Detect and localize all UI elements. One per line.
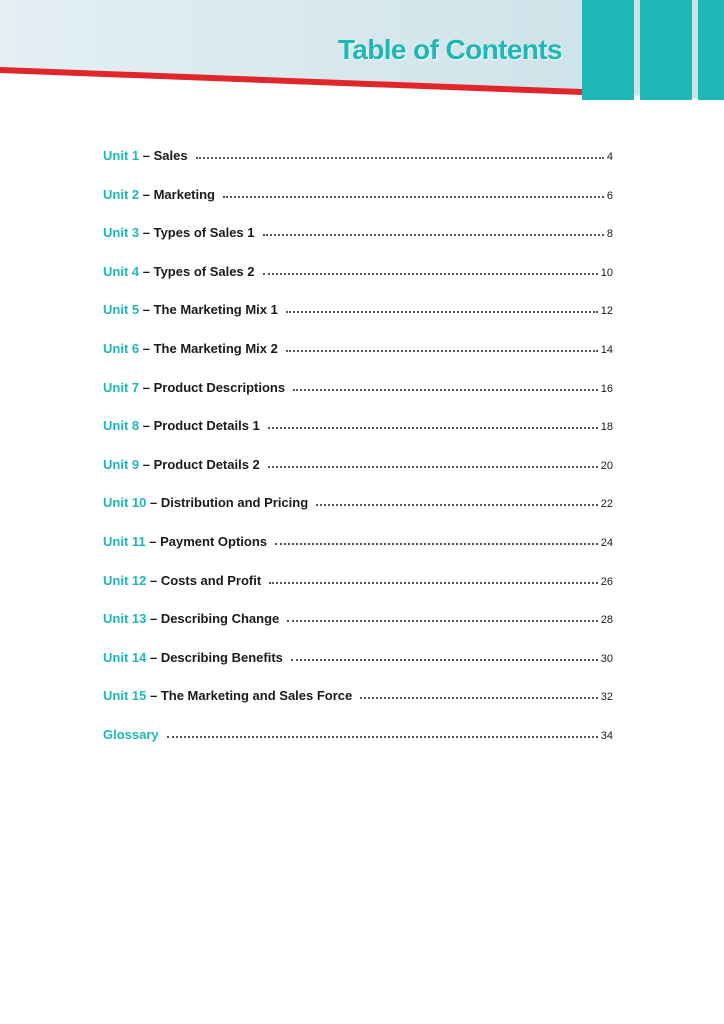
toc-separator: – [145, 533, 161, 549]
toc-title: Distribution and Pricing [160, 495, 309, 511]
toc-entry[interactable] [103, 339, 613, 378]
toc-entry[interactable] [103, 262, 613, 301]
dot-leader [286, 349, 598, 352]
dot-leader [268, 465, 598, 468]
toc-page-number: 6 [606, 189, 613, 202]
toc-page-number: 34 [600, 729, 613, 742]
toc-title: The Marketing and Sales Force [160, 688, 353, 704]
toc-title: Describing Benefits [160, 649, 283, 665]
toc-unit-label: Unit 11 [103, 533, 146, 549]
toc-separator: – [139, 263, 154, 279]
toc-entry[interactable] [103, 571, 613, 610]
toc-entry[interactable] [103, 725, 613, 764]
dot-leader [286, 310, 598, 313]
toc-unit-label: Unit 4 [103, 263, 140, 279]
toc-separator: – [139, 456, 154, 472]
toc-page-number: 20 [600, 459, 613, 472]
toc-unit-label: Unit 3 [103, 225, 140, 241]
toc-separator: – [139, 379, 154, 395]
toc-entry[interactable] [103, 455, 613, 494]
toc-page-number: 8 [606, 228, 613, 241]
dot-leader [196, 156, 604, 159]
toc-entry[interactable] [103, 686, 613, 725]
dot-leader [223, 195, 604, 198]
toc-separator: – [146, 572, 161, 588]
toc-unit-label: Unit 2 [103, 186, 140, 202]
dot-leader [293, 388, 598, 391]
toc-page-number: 16 [600, 382, 613, 395]
toc-unit-label: Unit 15 [103, 688, 147, 704]
dot-leader [275, 542, 598, 545]
toc-page-number: 18 [600, 421, 613, 434]
header-banner [0, 0, 724, 100]
toc-title: Types of Sales 1 [153, 225, 255, 241]
toc-entry[interactable] [103, 493, 613, 532]
toc-title: Payment Options [160, 533, 268, 549]
toc-unit-label: Glossary [103, 726, 159, 742]
toc-title: Product Descriptions [153, 379, 286, 395]
toc-entry[interactable] [103, 609, 613, 648]
toc-page-number: 28 [600, 614, 613, 627]
teal-tab-1 [582, 0, 634, 100]
toc-unit-label: Unit 1 [103, 148, 140, 163]
table-of-contents [103, 146, 613, 764]
dot-leader [287, 619, 597, 622]
toc-title: The Marketing Mix 2 [153, 340, 278, 356]
toc-entry[interactable] [103, 648, 613, 687]
toc-unit-label: Unit 6 [103, 340, 140, 356]
toc-separator: – [146, 495, 161, 511]
dot-leader [263, 272, 598, 275]
toc-unit-label: Unit 14 [103, 649, 147, 665]
toc-page-number: 24 [600, 536, 613, 549]
toc-unit-label: Unit 5 [103, 302, 140, 318]
toc-separator: – [139, 302, 154, 318]
toc-separator: – [146, 611, 161, 627]
toc-unit-label: Unit 13 [103, 611, 147, 627]
toc-separator: – [139, 148, 154, 163]
toc-page-number: 32 [600, 691, 613, 704]
toc-separator: – [139, 186, 154, 202]
toc-separator: – [139, 340, 154, 356]
dot-leader [316, 503, 598, 506]
toc-title: Product Details 2 [153, 456, 260, 472]
toc-page-number: 26 [600, 575, 613, 588]
dot-leader [291, 658, 598, 661]
toc-unit-label: Unit 10 [103, 495, 147, 511]
toc-title: Marketing [153, 186, 215, 202]
toc-separator: – [146, 649, 161, 665]
toc-entry[interactable] [103, 300, 613, 339]
toc-page-number: 12 [600, 305, 613, 318]
teal-tab-2 [640, 0, 692, 100]
toc-title: Types of Sales 2 [153, 263, 255, 279]
toc-unit-label: Unit 8 [103, 418, 140, 434]
toc-separator: – [139, 418, 154, 434]
teal-tab-3 [698, 0, 724, 100]
toc-entry[interactable] [103, 378, 613, 417]
toc-separator: – [146, 688, 161, 704]
dot-leader [167, 735, 598, 738]
toc-separator: – [139, 225, 154, 241]
dot-leader [268, 426, 598, 429]
toc-unit-label: Unit 7 [103, 379, 140, 395]
toc-entry[interactable] [103, 532, 613, 571]
toc-title: Describing Change [160, 611, 280, 627]
toc-page-number: 10 [600, 266, 613, 279]
toc-title: Product Details 1 [153, 418, 260, 434]
dot-leader [360, 696, 597, 699]
toc-page-number: 4 [606, 151, 613, 163]
toc-title: Costs and Profit [160, 572, 262, 588]
dot-leader [263, 233, 604, 236]
toc-entry[interactable] [103, 416, 613, 455]
toc-entry[interactable] [103, 185, 613, 224]
toc-page-number: 30 [600, 652, 613, 665]
toc-unit-label: Unit 9 [103, 456, 140, 472]
dot-leader [269, 581, 598, 584]
toc-page-number: 22 [600, 498, 613, 511]
toc-title: The Marketing Mix 1 [153, 302, 278, 318]
page-title: Table of Contents [337, 34, 562, 65]
toc-page-number: 14 [600, 343, 613, 356]
toc-entry[interactable] [103, 223, 613, 262]
toc-entry[interactable] [103, 146, 613, 185]
toc-unit-label: Unit 12 [103, 572, 147, 588]
toc-title: Sales [153, 148, 188, 163]
